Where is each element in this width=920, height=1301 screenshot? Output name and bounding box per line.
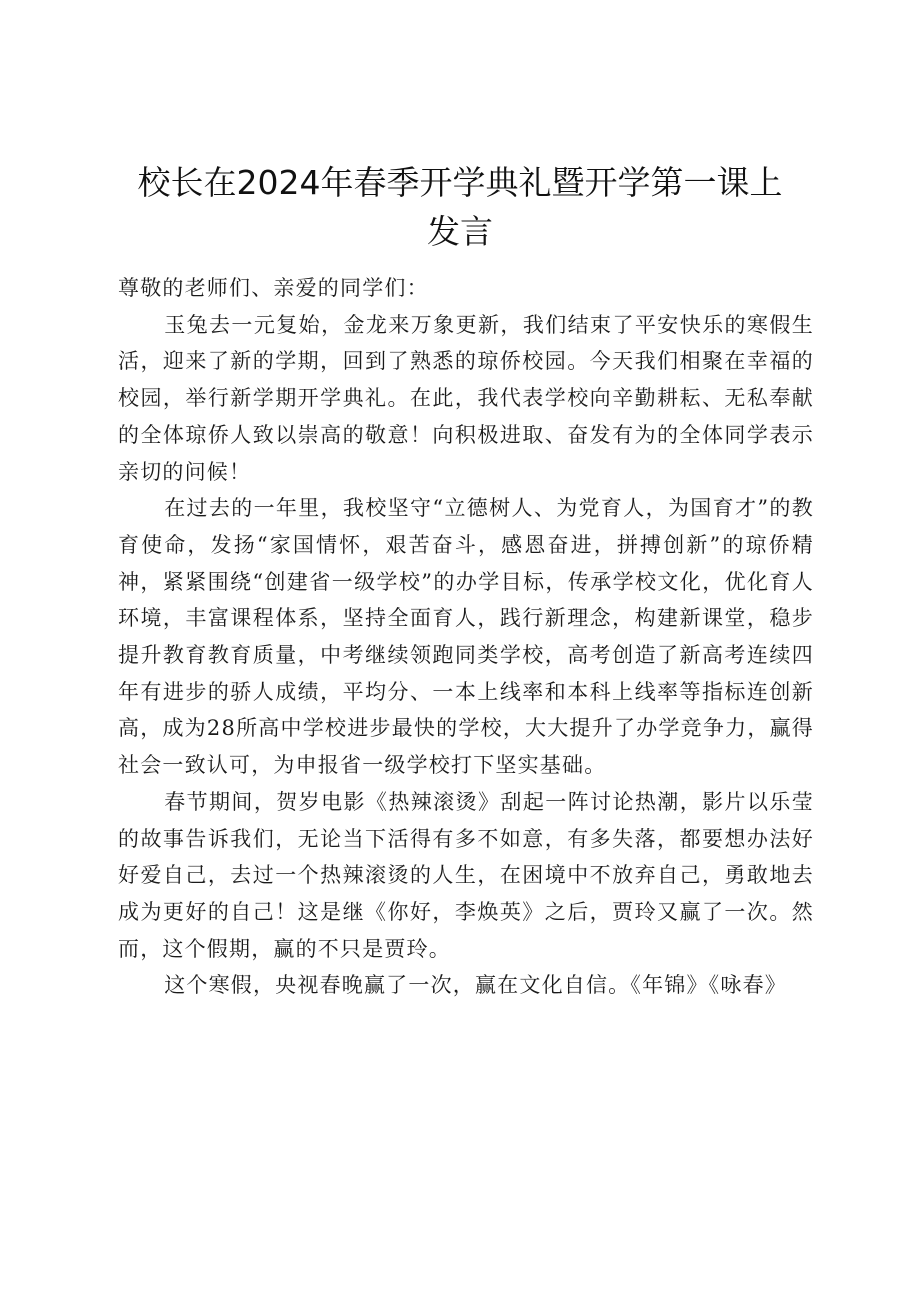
paragraph-film: 春节期间，贺岁电影《热辣滚烫》刮起一阵讨论热潮，影片以乐莹的故事告诉我们，无论当下活得有多不如意，有多失落，都要想办法好好爱自己，去过一个热辣滚烫的人生，在困境中不放弃自己，勇敢地去成为更好的自己！这是继《你好，李焕英》之后，贾玲又赢了一次。然而，这个假期，赢的不只是贾玲。	[118, 789, 814, 961]
salutation: 尊敬的老师们、亲爱的同学们：	[118, 276, 429, 300]
document-title	[0, 158, 920, 256]
title-line-1: 校长在2024年春季开学典礼暨开学第一课上	[137, 163, 783, 202]
title-line-2: 发言	[427, 212, 493, 251]
paragraph-spring-gala: 这个寒假，央视春晚赢了一次，赢在文化自信。《年锦》《咏春》	[164, 973, 787, 998]
document-body	[118, 270, 814, 1004]
paragraph-opening: 玉兔去一元复始，金龙来万象更新，我们结束了平安快乐的寒假生活，迎来了新的学期，回到了熟悉的琼侨校园。今天我们相聚在幸福的校园，举行新学期开学典礼。在此，我代表学校向辛勤耕耘、无私奉献的全体琼侨人致以崇高的敬意！向积极进取、奋发有为的全体同学表示亲切的问候！	[118, 312, 814, 484]
paragraph-achievements: 在过去的一年里，我校坚守“立德树人、为党育人，为国育才”的教育使命，发扬“家国情怀，艰苦奋斗，感恩奋进，拼搏创新”的琼侨精神，紧紧围绕“创建省一级学校”的办学目标，传承学校文化，优化育人环境，丰富课程体系，坚持全面育人，践行新理念，构建新课堂，稳步提升教育教育质量，中考继续领跑同类学校，高考创造了新高考连续四年有进步的骄人成绩，平均分、一本上线率和本科上线率等指标连创新高，成为28所高中学校进步最快的学校，大大提升了办学竞争力，赢得社会一致认可，为申报省一级学校打下坚实基础。	[118, 496, 814, 778]
